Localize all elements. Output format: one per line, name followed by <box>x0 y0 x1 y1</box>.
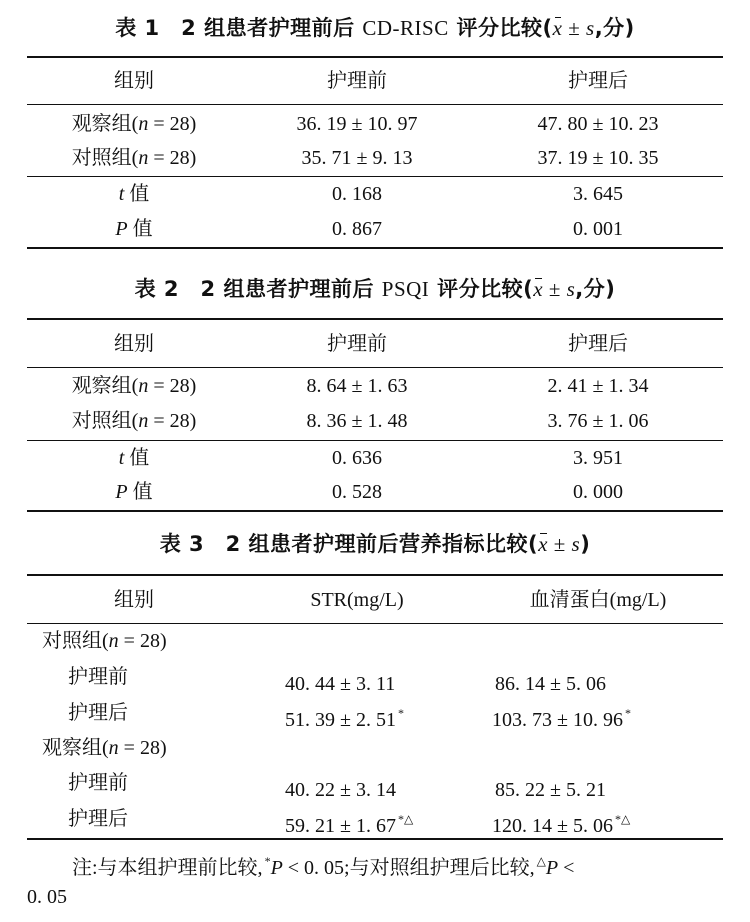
table1-row-group: 对照组(n = 28) <box>71 147 197 169</box>
table2-title-suffix: ,分) <box>575 277 616 301</box>
table2-top-rule <box>27 318 723 320</box>
table2-header-rule <box>27 367 723 368</box>
table3-title-suffix: ) <box>580 532 591 556</box>
table1-title-prefix: 表 1 2 组患者护理前后 <box>115 16 363 40</box>
table2-header-group: 组别 <box>114 333 154 355</box>
table2-stat-before: 0. 528 <box>332 481 382 503</box>
table3-title-prefix: 表 3 2 组患者护理前后营养指标比较( <box>159 532 539 556</box>
table3-row-str: 40. 44 ± 3. 11 <box>285 673 396 695</box>
table2-stat-label: P 值 <box>115 481 153 503</box>
table3-group-label: 对照组(n = 28) <box>42 630 167 652</box>
table1-row-group: 观察组(n = 28) <box>71 113 197 135</box>
table3-caption <box>0 530 750 558</box>
table3-group-label: 观察组(n = 28) <box>42 737 167 759</box>
table3-row-str: 40. 22 ± 3. 14 <box>285 779 396 801</box>
table2-row-before: 8. 64 ± 1. 63 <box>306 375 408 397</box>
table1-stat-label: P 值 <box>115 218 153 240</box>
table3-row-albumin: 103. 73 ± 10. 96 * <box>492 706 631 731</box>
table1-title-mid: 评分比较( <box>448 16 553 40</box>
table3-top-rule <box>27 574 723 576</box>
table3-header-group: 组别 <box>114 589 154 611</box>
table1-stat-label: t 值 <box>118 183 150 205</box>
table1-header-rule <box>27 104 723 105</box>
table3-title-sd-symbol: s <box>571 532 581 556</box>
table2-stat-after: 3. 951 <box>573 447 623 469</box>
table2-row-before: 8. 36 ± 1. 48 <box>306 410 408 432</box>
table2-title-prefix: 表 2 2 组患者护理前后 <box>134 277 382 301</box>
table1-stat-after: 0. 001 <box>573 218 623 240</box>
table1-header-before: 护理前 <box>327 70 387 92</box>
table2-row-after: 2. 41 ± 1. 34 <box>547 375 649 397</box>
table1-caption <box>0 14 750 42</box>
table2-row-group: 观察组(n = 28) <box>71 375 197 397</box>
table3-row-label: 护理前 <box>68 772 128 794</box>
table3-title-pm: ± <box>547 532 572 556</box>
table1-top-rule <box>27 56 723 58</box>
table2-title-mid: 评分比较( <box>429 277 534 301</box>
table2-title-pm: ± <box>543 277 567 301</box>
table1-row-before: 35. 71 ± 9. 13 <box>301 147 413 169</box>
table1-stat-after: 3. 645 <box>573 183 623 205</box>
table2-stat-after: 0. 000 <box>573 481 623 503</box>
table2-caption <box>0 275 750 303</box>
table2-title-code: PSQI <box>381 277 430 301</box>
table2-stat-before: 0. 636 <box>332 447 382 469</box>
table1-stat-before: 0. 168 <box>332 183 382 205</box>
table3-bottom-rule <box>27 838 723 840</box>
table2-header-before: 护理前 <box>327 333 387 355</box>
table1-title-code: CD-RISC <box>362 16 449 40</box>
table3-row-label: 护理后 <box>68 808 128 830</box>
table3-row-albumin: 120. 14 ± 5. 06 *△ <box>492 812 631 837</box>
table2-bottom-rule <box>27 510 723 512</box>
table3-row-str: 51. 39 ± 2. 51 * <box>285 706 404 731</box>
table3-title-mean-symbol: x <box>538 532 548 556</box>
table2-row-after: 3. 76 ± 1. 06 <box>547 410 649 432</box>
table1-bottom-rule <box>27 247 723 249</box>
table1-title-pm: ± <box>562 16 587 40</box>
table1-header-after: 护理后 <box>568 70 628 92</box>
table3-row-albumin: 85. 22 ± 5. 21 <box>495 779 606 801</box>
table1-title-mean-symbol: x <box>552 16 563 40</box>
table3-row-label: 护理后 <box>68 702 128 724</box>
table1-row-after: 47. 80 ± 10. 23 <box>537 113 659 135</box>
table1-title-sd-symbol: s <box>586 16 595 40</box>
table2-header-after: 护理后 <box>568 333 628 355</box>
table1-row-after: 37. 19 ± 10. 35 <box>537 147 659 169</box>
table3-header-str: STR(mg/L) <box>310 589 404 611</box>
table2-stat-label: t 值 <box>118 447 150 469</box>
table3-row-str: 59. 21 ± 1. 67 *△ <box>285 812 414 837</box>
table3-row-label: 护理前 <box>68 666 128 688</box>
table1-row-before: 36. 19 ± 10. 97 <box>296 113 418 135</box>
table2-title-sd-symbol: s <box>566 277 576 301</box>
table2-title-mean-symbol: x <box>533 277 544 301</box>
table3-note: 注:与本组护理前比较, *P < 0. 05;与对照组护理后比较, △P < <box>72 854 575 879</box>
table3-row-albumin: 86. 14 ± 5. 06 <box>495 673 606 695</box>
table3-header-albumin: 血清蛋白(mg/L) <box>529 589 667 611</box>
table1-title-suffix: ,分) <box>594 16 635 40</box>
table1-stat-before: 0. 867 <box>332 218 382 240</box>
table1-header-group: 组别 <box>114 70 154 92</box>
table3-note-continuation: 0. 05 <box>27 886 67 908</box>
table2-row-group: 对照组(n = 28) <box>71 410 197 432</box>
